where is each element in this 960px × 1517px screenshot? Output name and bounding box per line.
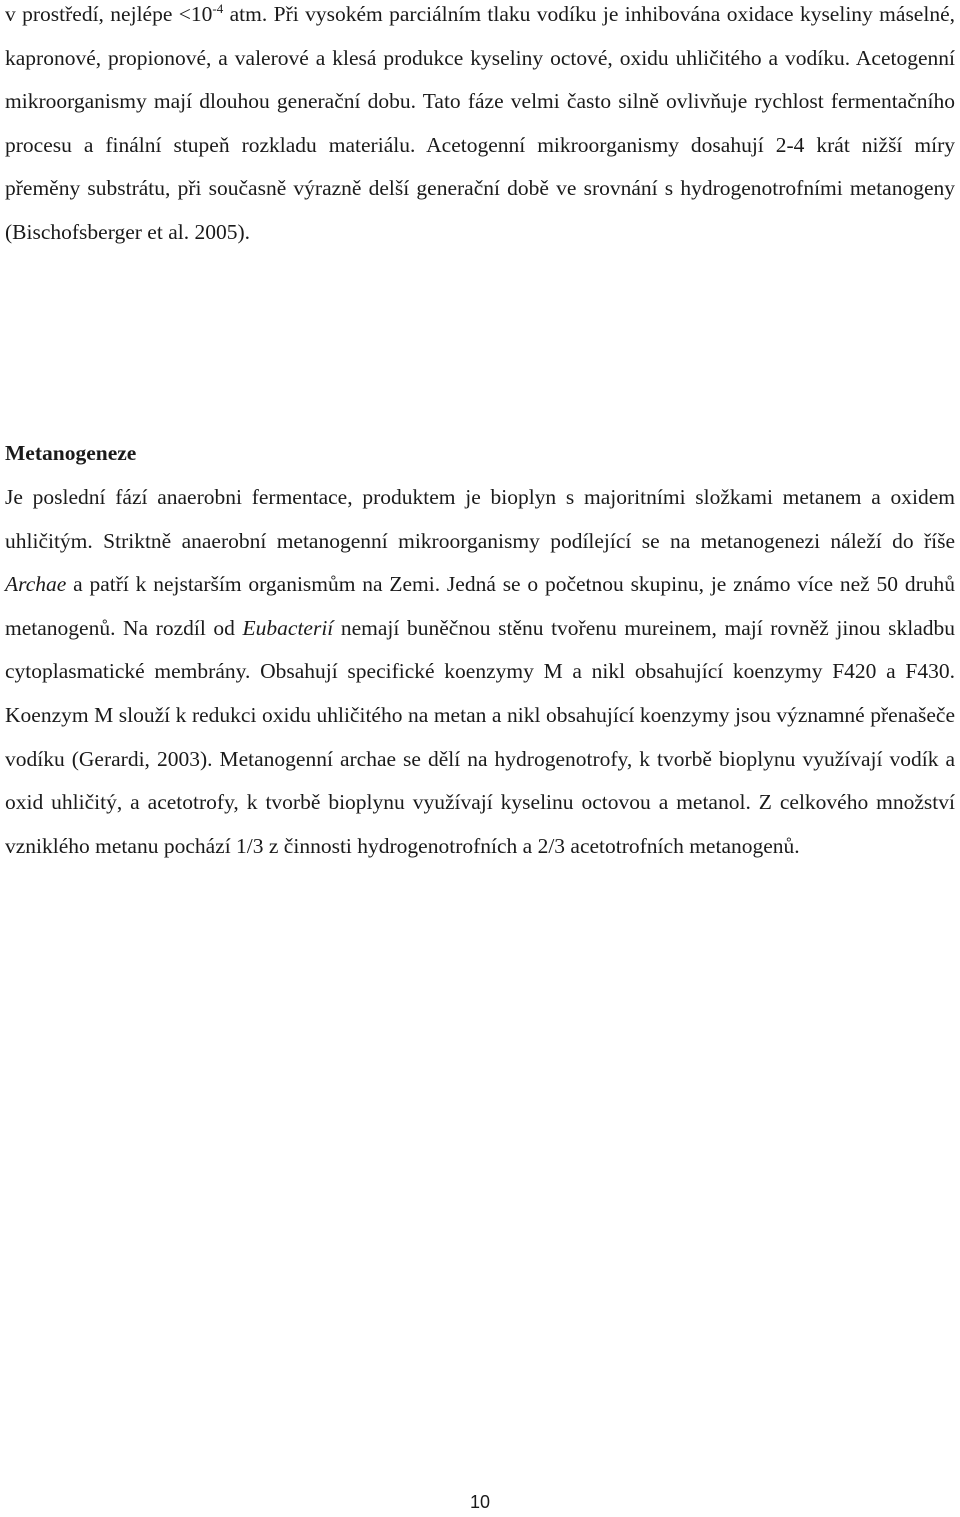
section-heading-metanogeneze: Metanogeneze (5, 441, 137, 465)
document-page (5, 0, 955, 255)
page-number: 10 (469, 1492, 491, 1512)
italic-term-archae: Archae (5, 572, 67, 597)
paragraph-acetogenesis (5, 0, 955, 255)
paragraph-text-part-3: nemají buněčnou stěnu tvořenu mureinem, mají rovněž jinou skladbu cytoplasmatické membrány. Obsahují specifické koenzymy M a nikl obsahující koenzymy F420 a F430. Koenzym M slouží k redukci oxidu uhličitého na metan a nikl obsahující koenzymy jsou významné přenašeče vodíku (Gerardi, 2003). Metanogenní archae se dělí na hydrogenotrofy, k tvorbě bioplynu využívají vodík a oxid uhličitý, a acetotrofy, k tvorbě bioplynu využívají kyselinu octovou a metanol. Z celkového množství vzniklého metanu pochází 1/3 z činnosti hydrogenotrofních a 2/3 acetotrofních metanogenů. (5, 615, 956, 858)
exponent-superscript: -4 (212, 0, 224, 16)
paragraph-text-part-1: Je poslední fází anaerobni fermentace, produktem je bioplyn s majoritními složkami metanem a oxidem uhličitým. Striktně anaerobní metanogenní mikroorganismy podílející se na metanogenezi náleží do říše (5, 485, 955, 553)
paragraph-text-rest: atm. Při vysokém parciálním tlaku vodíku je inhibována oxidace kyseliny máselné, kapronové, propionové, a valerové a klesá produkce kyseliny octové, oxidu uhličitého a vodíku. Acetogenní mikroorganismy mají dlouhou generační dobu. Tato fáze velmi často silně ovlivňuje rychlost fermentačního procesu a finální stupeň rozkladu materiálu. Acetogenní mikroorganismy dosahují 2-4 krát nižší míry přeměny substrátu, při současně výrazně delší generační době ve srovnání s hydrogenotrofními metanogeny (Bischofsberger et al. 2005). (5, 2, 955, 244)
paragraph-text-start: v prostředí, nejlépe <10 (5, 2, 213, 26)
italic-term-eubacterii: Eubacterií (242, 615, 334, 640)
paragraph-text-part-2: a patří k nejstarším organismům na Zemi. Jedná se o početnou skupinu, je známo více než 50 druhů metanogenů. Na rozdíl od (5, 572, 955, 640)
paragraph-metanogeneze (5, 476, 955, 868)
